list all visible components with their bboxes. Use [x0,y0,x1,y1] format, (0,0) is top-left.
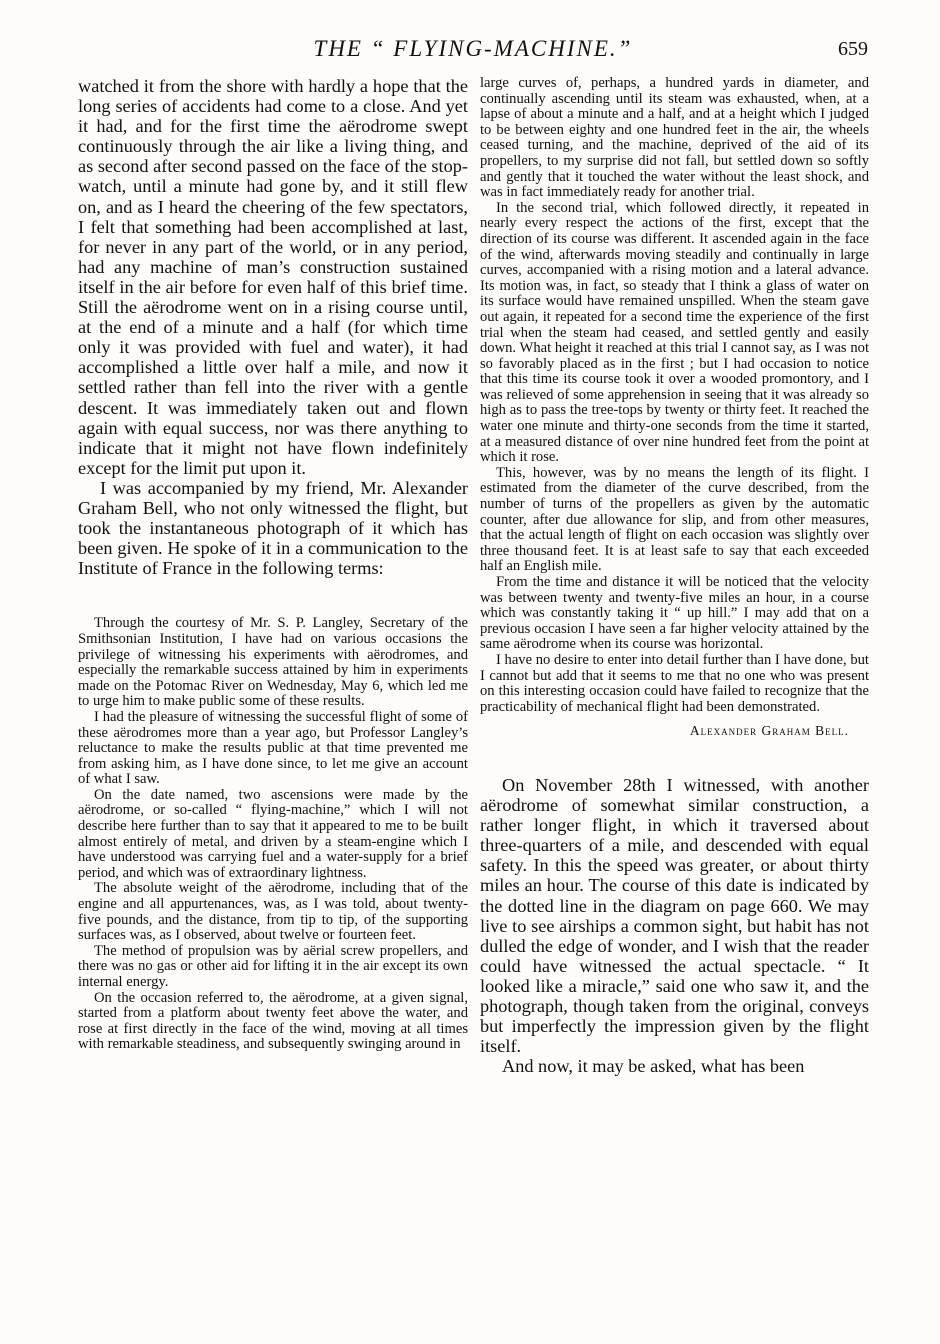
quote-paragraph: This, however, was by no means the length of its flight. I estimated from the diameter of the curve described, from the number of turns of the propellers as given by the automatic counter, after due allowance for slip, and from other measures, that the actual length of flight on each occasion was slightly over three thousand feet. It is at least safe to say that each exceeded half an English mile. [480,464,869,575]
quote-paragraph: In the second trial, which followed directly, it repeated in nearly every respect the actions of the first, except that the direction of its course was different. It ascended again in the face of the wind, afterwards moving steadily and continually in large curves, accompanied with a rising motion and a lateral advance. Its motion was, in fact, so steady that I think a glass of water on its surface would have remained unspilled. When the steam gave out again, it repeated for a second time the experience of the first trial when the steam had ceased, and settled gently and easily down. What height it reached at this trial I cannot say, as I was not so favorably placed as in the first ; but I had occasion to notice that this time its course took it over a wooded promontory, and I was relieved of some apprehension in seeing that it was already so high as to pass the tree-tops by twenty or thirty feet. It reached the water one minute and thirty-one seconds from the time it started, at a measured distance of over nine hundred feet from the point at which it rose. [480,199,869,466]
body-text [480,775,869,1076]
page-number: 659 [838,38,868,60]
body-paragraph: I was accompanied by my friend, Mr. Alexander Graham Bell, who not only witnessed the flight, but took the instantaneous photograph of it which has been given. He spoke of it in a communication to the Institute of France in the following terms: [78,477,468,579]
quote-paragraph: The method of propulsion was by aërial screw propellers, and there was no gas or other aid for lifting it in the air except its own internal energy. [78,942,468,990]
quote-paragraph: large curves of, perhaps, a hundred yards in diameter, and continually ascending until its steam was exhausted, when, at a lapse of about a minute and a half, and at a height which I judged to be between eighty and one hundred feet in the air, the wheels ceased turning, and the machine, deprived of the aid of its propellers, to my surprise did not fall, but settled down so softly and gently that it touched the water without the least shock, and was in fact immediately ready for another trial. [480,75,869,201]
left-column [78,76,468,1053]
quote-signature: Alexander Graham Bell. [689,723,849,739]
body-paragraph: watched it from the shore with hardly a hope that the long series of accidents had come to a close. And yet it had, and for the first time the aërodrome swept continuously through the air like a living thing, and as second after second passed on the face of the stop-watch, until a minute had gone by, and it still flew on, and as I heard the cheering of the few spectators, I felt that something had been accomplished at last, for never in any part of the world, or in any period, had any machine of man’s construction sustained itself in the air before for even half of this brief time. Still the aërodrome went on in a rising course until, at the end of a minute and a half (for which time only it was provided with fuel and water), it had accomplished a little over half a mile, and now it settled rather than fell into the river with a gentle descent. It was immediately taken out and flown again with equal success, nor was there anything to indicate that it might not have flown indefinitely except for the limit put upon it. [78,76,468,478]
body-text [78,76,468,578]
quote-paragraph: The absolute weight of the aërodrome, including that of the engine and all appurtenances, was, as I was told, about twenty-five pounds, and the distance, from tip to tip, of the supporting surfaces was, as I observed, about twelve or fourteen feet. [78,880,468,944]
right-column [480,76,869,1076]
body-paragraph: On November 28th I witnessed, with another aërodrome of somewhat similar construction, a rather longer flight, in which it traversed about three-quarters of a mile, and descended with equal safety. In this the speed was greater, or about thirty miles an hour. The course of this date is indicated by the dotted line in the diagram on page 660. We may live to see airships a common sight, but habit has not dulled the edge of wonder, and I wish that the reader could have witnessed the actual spectacle. “ It looked like a miracle,” said one who saw it, and the photograph, though taken from the original, conveys but imperfectly the impression given by the flight itself. [480,774,869,1057]
page-header [78,36,868,70]
running-title: THE “ FLYING-MACHINE.” [313,36,633,61]
bell-quote-continued [480,76,869,739]
bell-quote [78,616,468,1053]
body-paragraph: And now, it may be asked, what has been [502,1056,805,1077]
quote-paragraph: From the time and distance it will be noticed that the velocity was between twenty and twenty-five miles an hour, in a course which was constantly taking it “ up hill.” I may add that on a previous occasion I have seen a far higher velocity attained by the same aërodrome when its course was horizontal. [480,574,869,653]
quote-paragraph: Through the courtesy of Mr. S. P. Langley, Secretary of the Smithsonian Institution, I have had on various occasions the privilege of witnessing his experiments with aërodromes, and especially the remarkable success attained by him in experiments made on the Potomac River on Wednesday, May 6, which led me to urge him to make public some of these results. [78,615,468,710]
quote-paragraph: On the date named, two ascensions were made by the aërodrome, or so-called “ flying-machine,” which I will not describe here further than to say that it appeared to me to be built almost entirely of metal, and driven by a steam-engine which I have understood was carrying fuel and a water-supply for a brief period, and which was of extraordinary lightness. [78,786,468,881]
quote-paragraph: On the occasion referred to, the aërodrome, at a given signal, started from a platform about twenty feet above the water, and rose at first directly in the face of the wind, moving at all times with remarkable steadiness, and subsequently swinging around in [78,989,468,1053]
quote-paragraph: I have no desire to enter into detail further than I have done, but I cannot but add that it seems to me that no one who was present on this interesting occasion could have failed to recognize that the practicability of mechanical flight had been demonstrated. [480,651,869,715]
quote-paragraph: I had the pleasure of witnessing the successful flight of some of these aërodromes more than a year ago, but Professor Langley’s reluctance to make the results public at that time prevented me from asking him, as I have done since, to let me give an account of what I saw. [78,708,468,788]
